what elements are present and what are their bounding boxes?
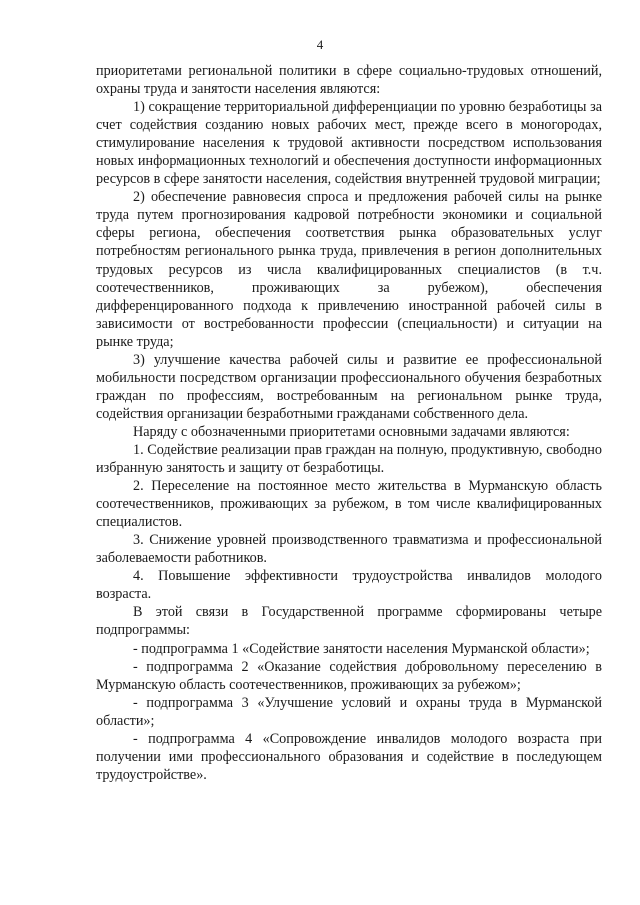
- paragraph-task-1: 1. Содействие реализации прав граждан на полную, продуктивную, свободно избранную занятость и защиту от безработицы.: [96, 441, 602, 477]
- paragraph-intro: приоритетами региональной политики в сфере социально-трудовых отношений, охраны труда и занятости населения являются:: [96, 63, 602, 98]
- paragraph-task-4: 4. Повышение эффективности трудоустройства инвалидов молодого возраста.: [96, 568, 602, 603]
- paragraph-subprogram-3: - подпрограмма 3 «Улучшение условий и охраны труда в Мурманской области»;: [96, 694, 602, 729]
- paragraph-tasks-heading: Наряду с обозначенными приоритетами основными задачами являются:: [133, 423, 570, 440]
- paragraph-task-2: 2. Переселение на постоянное место жительства в Мурманскую область соотечественников, проживающих за рубежом, в том числе квалифицированных специалистов.: [96, 478, 602, 531]
- document-body: [96, 62, 602, 784]
- page-number: 4: [316, 37, 324, 52]
- paragraph-subprogram-2: - подпрограмма 2 «Оказание содействия добровольному переселению в Мурманскую область соотечественников, проживающих за рубежом»;: [96, 658, 602, 693]
- paragraph-subprograms-intro: В этой связи в Государственной программе сформированы четыре подпрограммы:: [96, 604, 602, 639]
- paragraph-priority-3: 3) улучшение качества рабочей силы и развитие ее профессиональной мобильности посредством организации профессионального обучения безработных граждан по профессиям, востребованным на региональном рынке труда, содействия организации безработными гражданами собственного дела.: [96, 351, 602, 422]
- paragraph-task-3: 3. Снижение уровней производственного травматизма и профессиональной заболеваемости работников.: [96, 532, 602, 567]
- paragraph-priority-1: 1) сокращение территориальной дифференциации по уровню безработицы за счет содействия созданию новых рабочих мест, прежде всего в моногородах, стимулирование населения к трудовой активности посредством использования новых информационных технологий и обеспечения доступности информационных ресурсов в сфере занятости населения, содействия внутренней трудовой миграции;: [96, 99, 602, 188]
- paragraph-subprogram-4: - подпрограмма 4 «Сопровождение инвалидов молодого возраста при получении ими профессионального образования и содействие в последующем трудоустройстве».: [96, 730, 602, 783]
- paragraph-priority-2: 2) обеспечение равновесия спроса и предложения рабочей силы на рынке труда путем прогнозирования кадровой потребности экономики и социальной сферы региона, обеспечения соответствия рынка образовательных услуг потребностям регионального рынка труда, привлечения в регион дополнительных трудовых ресурсов из числа квалифицированных специалистов (в т.ч. соотечественников, проживающих за рубежом), обеспечения дифференцированного подхода к привлечению иностранной рабочей силы в зависимости от востребованности профессии (специальности) и ситуации на рынке труда;: [96, 189, 602, 350]
- paragraph-subprogram-1: - подпрограмма 1 «Содействие занятости населения Мурманской области»;: [133, 640, 590, 657]
